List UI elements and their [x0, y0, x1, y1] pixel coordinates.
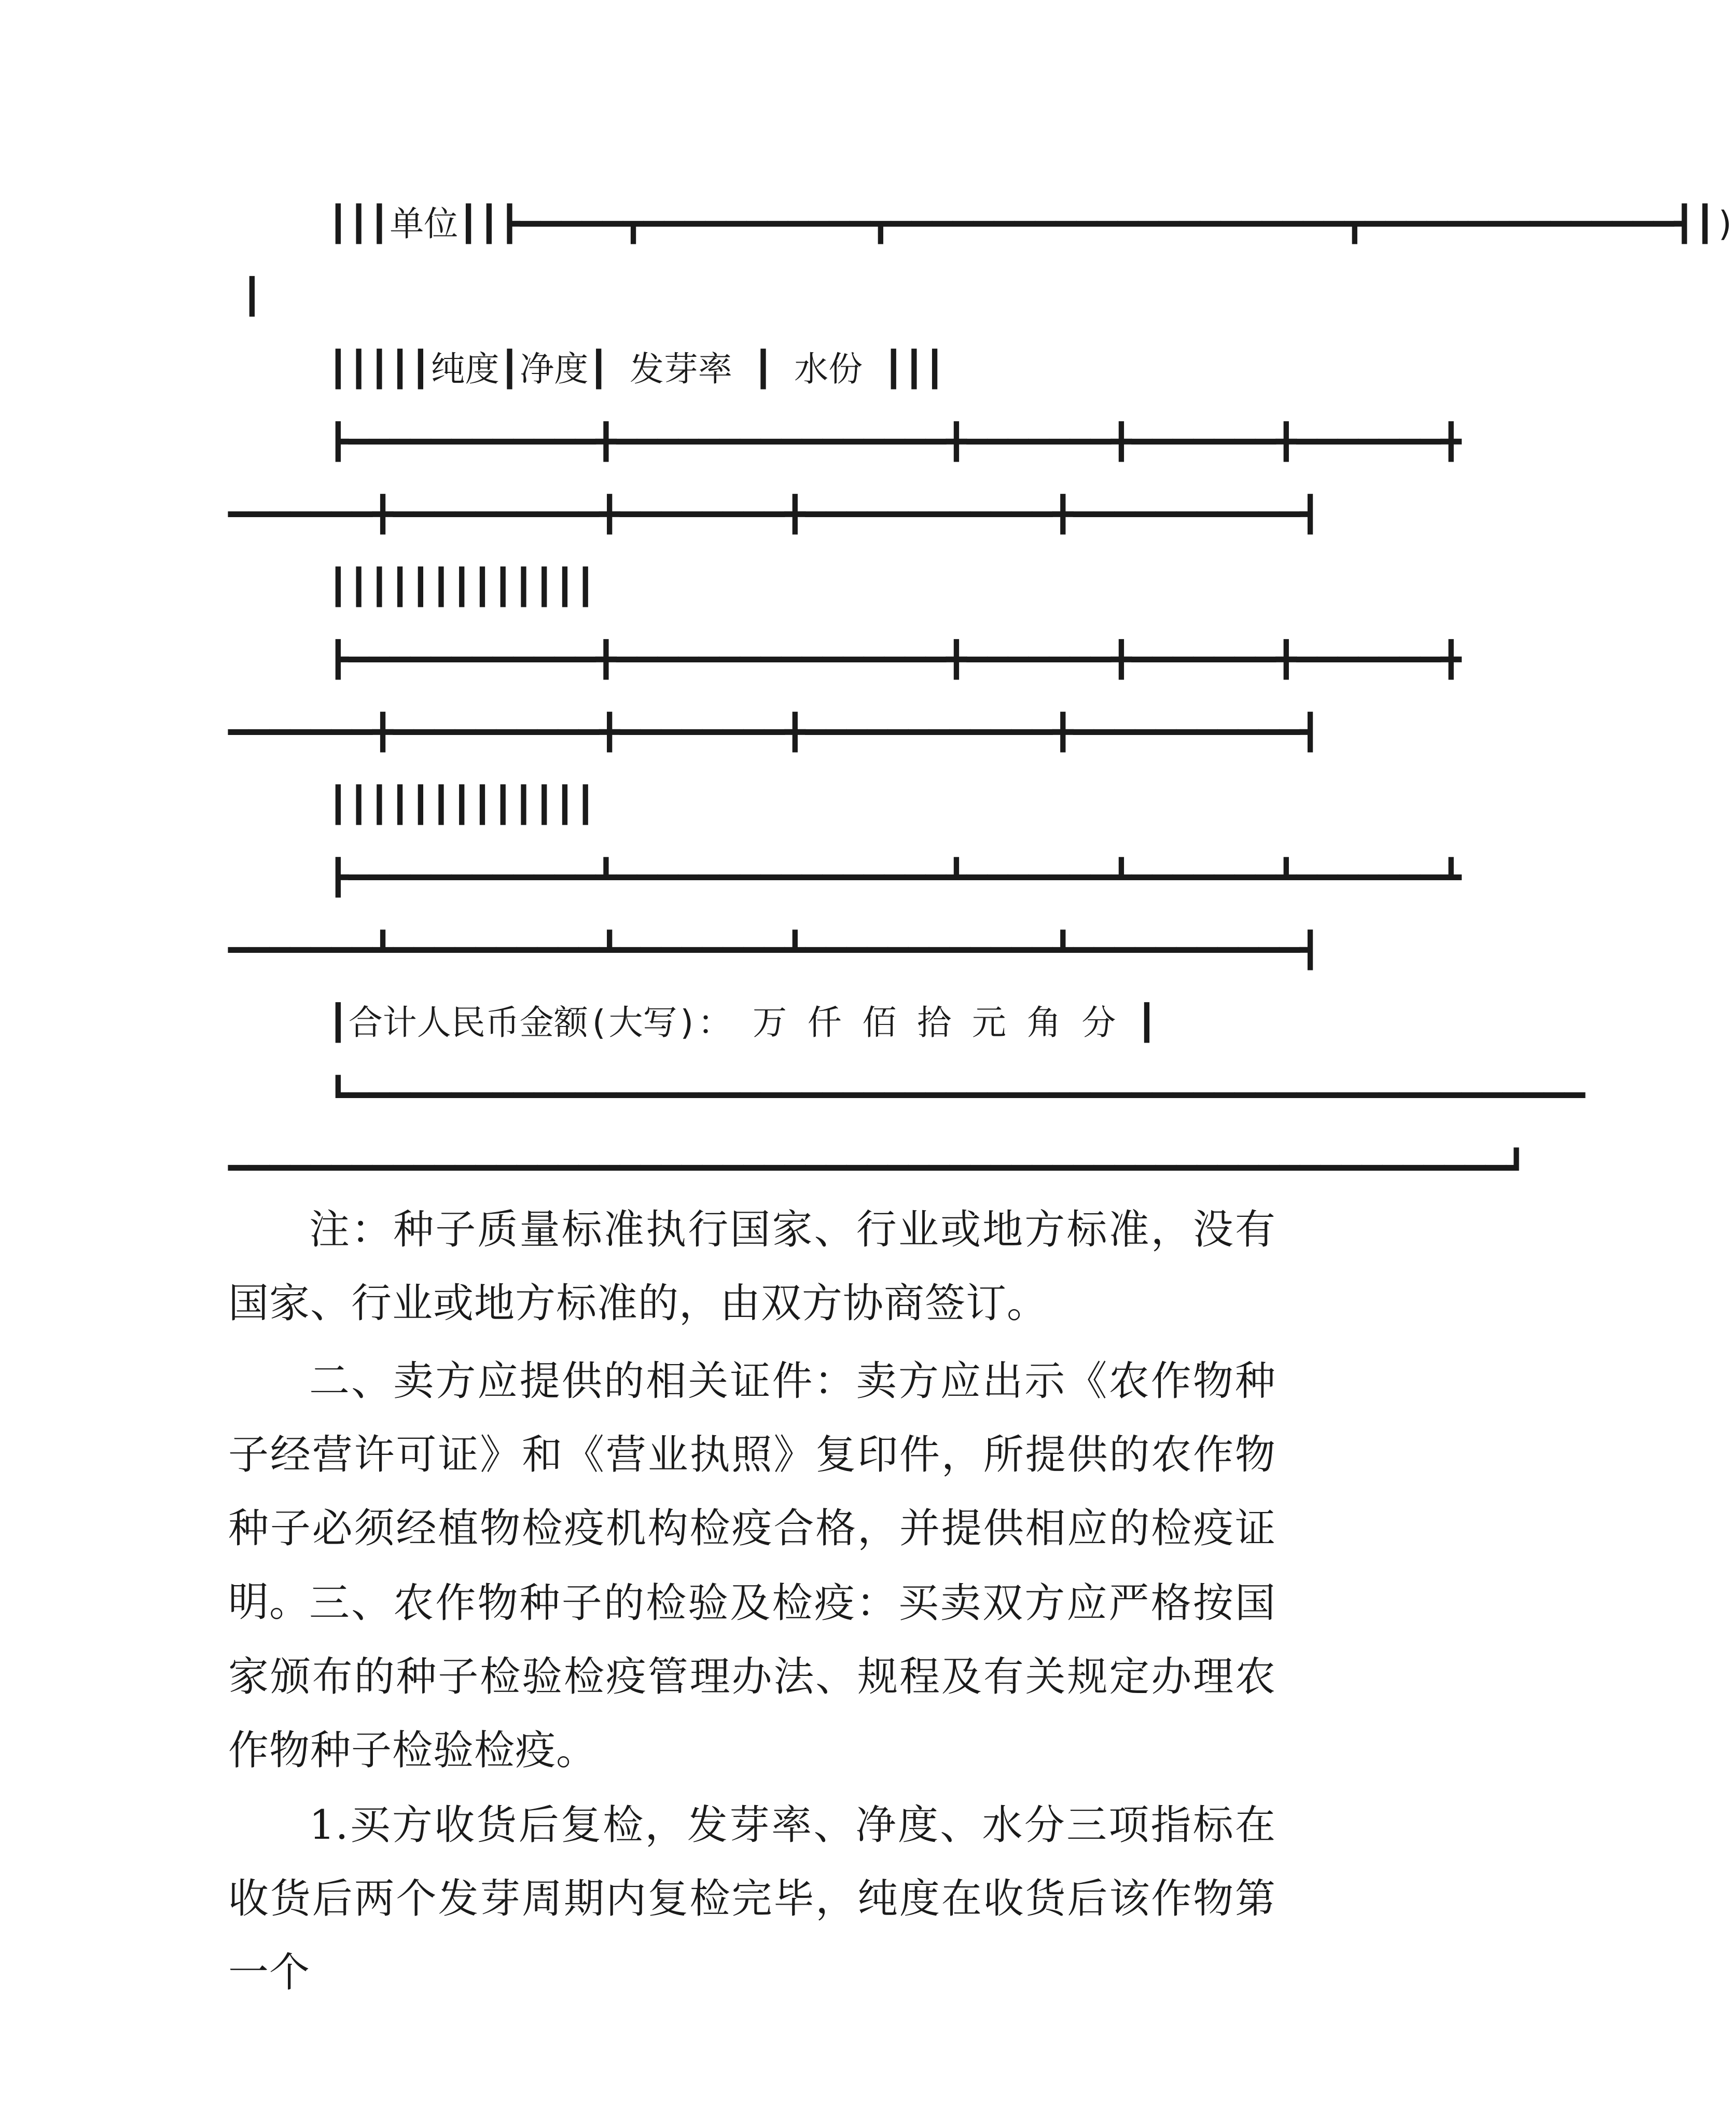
table-divider: ┣━━━━━━━━━━━━┻━━━━━━━━━━━━━━━━┻━━━━━━━┻━━━━━━━┻━━━━━━━┻ [328, 857, 1462, 897]
section-three-paragraph: 三、农作物种子的检验及检疫：买卖双方应严格按国家颁布的种子检验检疫管理办法、规程及有关规定办理农作物种子检验检疫。 [228, 1580, 1276, 1774]
table-bottom-border-continued: ━━━━━━━━━━━━━━━━━━━━━━━━━━━━━━━━━━━━━━━━━━━━━━━━━━━━━━━━━━━━━━┛ [228, 1148, 1527, 1188]
table-divider: ┣━━━━━━━━━━━━╋━━━━━━━━━━━━━━━━╋━━━━━━━╋━━━━━━━╋━━━━━━━╋ [328, 640, 1462, 679]
clause-one-paragraph: 1.买方收货后复检，发芽率、净度、水分三项指标在收货后两个发芽周期内复检完毕，纯度在收货后该作物第一个 [228, 1802, 1276, 1996]
table-row-empty: ┃┃┃┃┃┃┃┃┃┃┃┃┃ [328, 785, 596, 825]
table-row-empty: ┃┃┃┃┃┃┃┃┃┃┃┃┃ [328, 567, 596, 607]
table-divider-continued: ━━━━━━━╋━━━━━━━━━━╋━━━━━━━━╋━━━━━━━━━━━━╋━━━━━━━━━━━┫ [228, 494, 1321, 534]
table-bottom-border: ┗━━━━━━━━━━━━━━━━━━━━━━━━━━━━━━━━━━━━━━━━━━━━━━━━━━━━━━━━━━━━ [328, 1075, 1585, 1115]
note-paragraph: 注：种子质量标准执行国家、行业或地方标准，没有国家、行业或地方标准的，由双方协商签订。 [228, 1206, 1276, 1327]
section-two-paragraph: 二、卖方应提供的相关证件：卖方应出示《农作物种子经营许可证》和《营业执照》复印件，所提供的农作物种子必须经植物检疫机构检疫合格，并提供相应的检疫证明。 [228, 1358, 1276, 1626]
table-divider: ┣━━━━━━━━━━━━╋━━━━━━━━━━━━━━━━╋━━━━━━━╋━━━━━━━╋━━━━━━━╋ [328, 422, 1462, 462]
table-divider-continued: ━━━━━━━┻━━━━━━━━━━┻━━━━━━━━┻━━━━━━━━━━━━┻━━━━━━━━━━━┫ [228, 930, 1321, 970]
table-border-fragment: ┃ [242, 276, 262, 316]
table-row-quality-header: ┃┃┃┃┃纯度┃净度┃ 发芽率 ┃ 水份 ┃┃┃ [328, 349, 946, 389]
table-row-unit-header: ┃┃┃单位┃┃┣━━━━━┳━━━━━━━━━━━┳━━━━━━━━━━━━━━━━━━━━━━┳━━━━━━━━━━━━━━━┫┃) [328, 204, 1736, 244]
table-row-total-amount: ┃合计人民币金额(大写)： 万 仟 佰 拾 元 角 分 ┃ [328, 1003, 1157, 1043]
table-divider-continued: ━━━━━━━╋━━━━━━━━━━╋━━━━━━━━╋━━━━━━━━━━━━╋━━━━━━━━━━━┫ [228, 712, 1321, 752]
